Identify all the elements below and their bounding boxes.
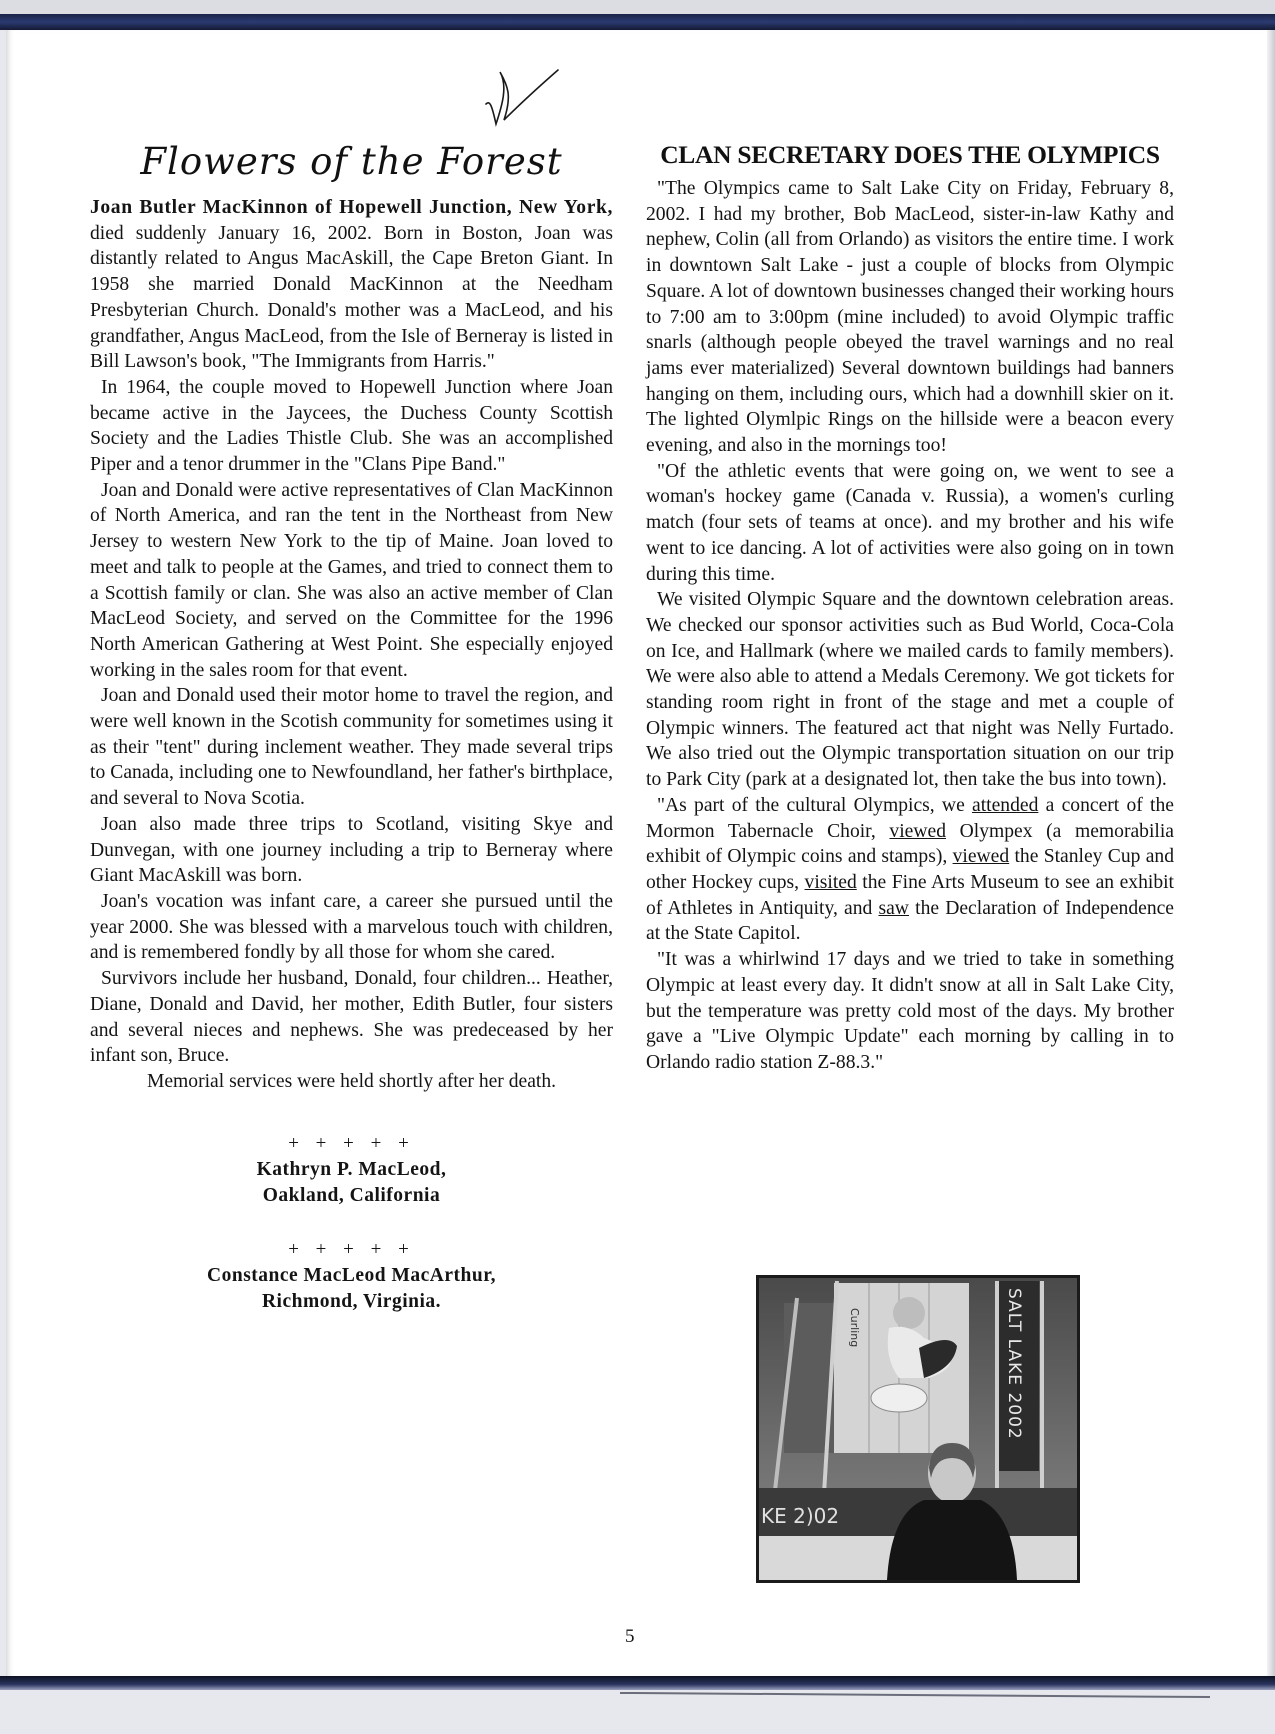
banner-text-salt-lake: SALT LAKE 2002 [1004, 1288, 1024, 1440]
obituary-column [90, 132, 613, 1315]
olympics-paragraph: "It was a whirlwind 17 days and we tried to take in something Olympic at least every day. It didn't snow at all in Salt Lake City, but the temperature was pretty cold most of the days. My brother gave a "Live Olympic Update" each morning by calling in to Orlando radio station Z-88.3." [646, 949, 1174, 1073]
obituary-paragraph: Survivors include her husband, Donald, four children... Heather, Diane, Donald and David, her mother, Edith Butler, four sisters and several nieces and nephews. She was predeceased by her infant son, Bruce. [90, 968, 613, 1067]
text: the Stanley Cup and other Hockey cups, [646, 846, 1175, 893]
page-number: 5 [625, 1626, 635, 1647]
signature-name: Constance MacLeod MacArthur, [207, 1264, 496, 1286]
text: the Declaration of Independence at the State Capitol. [646, 897, 1175, 945]
banner-text-lake-2002: KE 2)02 [761, 1504, 840, 1528]
text: a concert of the Mormon Tabernacle Choir, [646, 794, 1174, 842]
obituary-lead-name: Joan Butler MacKinnon of Hopewell Junction, New York, [90, 197, 613, 218]
underlined-word: viewed [889, 820, 947, 842]
obituary-paragraph: Joan's vocation was infant care, a career she pursued until the year 2000. She was blessed with a marvelous touch with children, and is remembered fondly by all those for whom she cared. [90, 890, 613, 964]
olympics-cultural-paragraph [646, 793, 1174, 947]
olympics-paragraph: We visited Olympic Square and the downtown celebration areas. We checked our sponsor activities such as Bud World, Coca-Cola on Ice, and Hallmark (where we mailed cards to family members). We were also able to attend a Medals Ceremony. We got tickets for standing room right in front of the stage and met a couple of Olympic winners. The featured act that night was Nelly Furtado. We also tried out the Olympic transportation situation on our trip to Park City (park at a designated lot, then take the bus into town). [646, 589, 1174, 791]
text: "As part of the cultural Olympics, we [657, 794, 973, 816]
olympics-photo [756, 1275, 1080, 1583]
obituary-paragraph: Joan and Donald used their motor home to travel the region, and were well known in the Scotish community for sometimes using it as their "tent" during inclement weather. They made several trips to Canada, including one to Newfoundland, her father's birthplace, and several to Nova Scotia. [90, 685, 613, 810]
scan-top-edge [0, 14, 1275, 30]
banner-text-curling: Curling [848, 1308, 861, 1348]
signature-block [90, 1131, 613, 1315]
obituary-lead-text: died suddenly January 16, 2002. Born in Boston, Joan was distantly related to Angus MacAskill, the Cape Breton Giant. In 1958 she married Donald MacKinnon at the Needham Presbyterian Church. Donald's mother was a MacLeod, and his grandfather, Angus MacLeod, from the Isle of Berneray is listed in Bill Lawson's book, "The Immigrants from Harris." [90, 222, 613, 373]
handwritten-checkmark-icon [482, 66, 562, 130]
olympics-paragraph: "The Olympics came to Salt Lake City on Friday, February 8, 2002. I had my brother, Bob MacLeod, sister-in-law Kathy and nephew, Colin (all from Orlando) as visitors the entire time. I work in downtown Salt Lake - just a couple of blocks from Olympic Square. A lot of downtown businesses changed their working hours to 7:00 am to 3:00pm (mine included) to avoid Olympic traffic snarls (although people obeyed the travel warnings and no real jams ever materialized) Several downtown buildings had banners hanging on them, including ours, which had a downhill skier on it. The lighted Olymlpic Rings on the hillside were a beacon every evening, and also in the mornings too! [646, 178, 1174, 457]
page-right-edge [1267, 30, 1275, 1676]
separator-crosses: + + + + + [288, 1132, 415, 1154]
obituary-paragraph [90, 195, 613, 375]
obituary-paragraph: Memorial services were held shortly after her death. [146, 1070, 557, 1092]
olympics-paragraph: "Of the athletic events that were going on, we went to see a woman's hockey game (Canada v. Russia), a women's curling match (four sets of teams at once). and my brother and his wife went to ice dancing. A lot of activities were also going on in town during this time. [646, 460, 1174, 585]
text: the Fine Arts Museum to see an exhibit of Athletes in Antiquity, and [646, 871, 1175, 919]
underlined-word: viewed [952, 846, 1010, 868]
scan-bottom-edge [0, 1676, 1275, 1690]
text: Olympex (a memorabilia exhibit of Olympic coins and stamps), [646, 820, 1174, 868]
olympics-column [646, 138, 1174, 1076]
olympics-title: CLAN SECRETARY DOES THE OLYMPICS [660, 140, 1160, 169]
underlined-word: visited [804, 871, 857, 893]
underlined-word: attended [972, 794, 1039, 816]
separator-crosses: + + + + + [288, 1238, 415, 1260]
obituary-paragraph: Joan and Donald were active representatives of Clan MacKinnon of North America, and ran the tent in the Northeast from New Jersey to western New York to the tip of Maine. Joan loved to meet and talk to people at the Games, and tried to connect them to a Scottish family or clan. She was also an active member of Clan MacLeod Society, and served on the Committee for the 1996 North American Gathering at West Point. She especially enjoyed working in the sales room for that event. [90, 479, 613, 681]
underlined-word: saw [878, 897, 909, 919]
scan-top-margin [0, 0, 1275, 14]
signature-place: Richmond, Virginia. [261, 1290, 442, 1312]
signature-name: Kathryn P. MacLeod, [256, 1158, 447, 1180]
obituary-paragraph: Joan also made three trips to Scotland, visiting Skye and Dunvegan, with one journey including a trip to Berneray where Giant MacAskill was born. [90, 813, 613, 887]
scan-bottom-line [620, 1692, 1210, 1698]
obituary-paragraph: In 1964, the couple moved to Hopewell Junction where Joan became active in the Jaycees, the Duchess County Scottish Society and the Ladies Thistle Club. She was an accomplished Piper and a tenor drummer in the "Clans Pipe Band." [90, 376, 613, 476]
signature-place: Oakland, California [262, 1184, 441, 1206]
obituary-title: Flowers of the Forest [140, 140, 563, 183]
